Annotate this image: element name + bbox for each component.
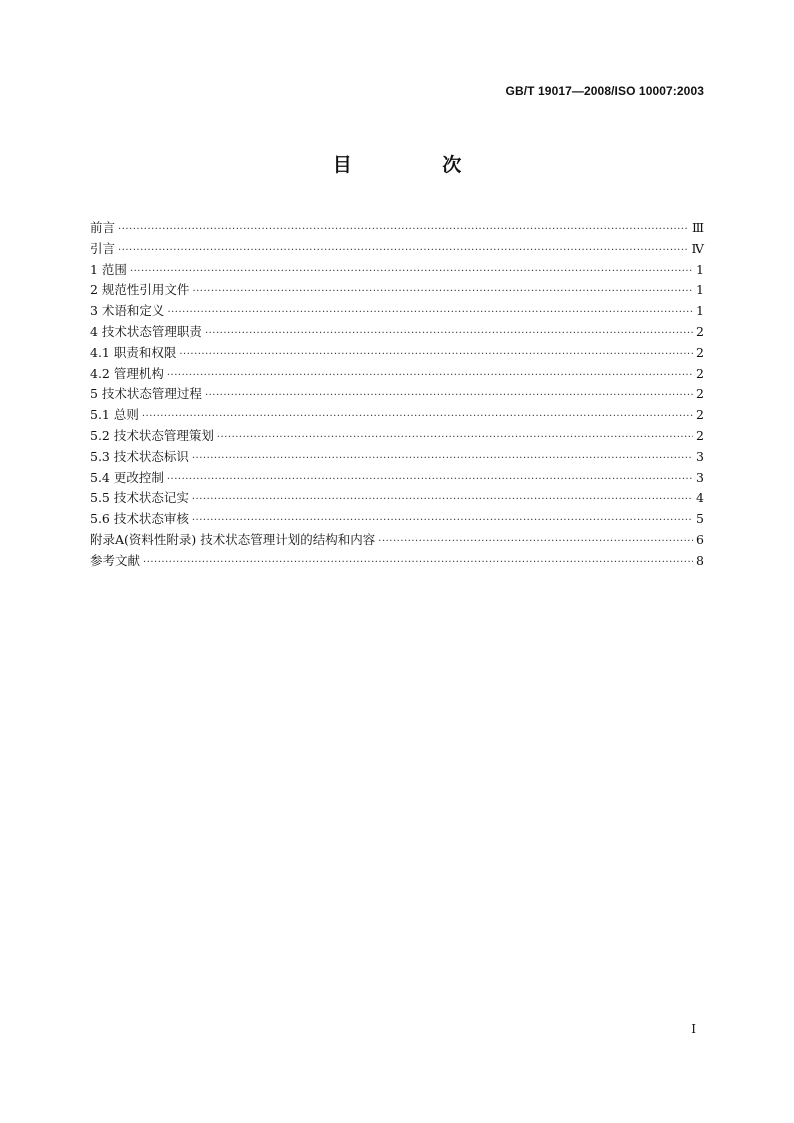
toc-entry-page: 8 [696, 552, 704, 568]
toc-dot-leader [143, 553, 693, 574]
toc-entry-label: 参考文献 [90, 552, 141, 568]
toc-title: 目 次 [332, 154, 504, 176]
toc-entry-5-4[interactable] [90, 468, 704, 489]
toc-entry-page: 3 [696, 469, 704, 485]
toc-entry-page: Ⅲ [691, 220, 704, 235]
toc-dot-leader [205, 386, 693, 407]
toc-entry-page: 2 [696, 365, 704, 381]
toc-entry-label: 4.2 管理机构 [90, 365, 164, 381]
toc-entry-label: 5.4 更改控制 [90, 469, 164, 485]
toc-entry-label: 4 技术状态管理职责 [90, 323, 202, 339]
toc-entry-page: 4 [696, 490, 704, 506]
toc-entry-label: 4.1 职责和权限 [90, 344, 177, 360]
toc-entry-page: 5 [696, 511, 704, 527]
toc-entry-bibliography[interactable] [90, 551, 704, 572]
toc-dot-leader [167, 470, 693, 491]
toc-entry-page: 1 [696, 261, 704, 277]
toc-dot-leader [142, 407, 693, 428]
toc-dot-leader [192, 490, 693, 511]
toc-entry-label: 1 范围 [90, 261, 127, 277]
toc-entry-label: 前言 [90, 220, 116, 235]
toc-dot-leader [192, 449, 693, 470]
toc-dot-leader [192, 511, 693, 532]
page-number: Ⅰ [691, 1022, 696, 1036]
toc-entry-label: 5.6 技术状态审核 [90, 511, 189, 527]
toc-entry-5-1[interactable] [90, 405, 704, 426]
toc-dot-leader [205, 324, 693, 345]
toc-entry-introduction[interactable] [90, 239, 704, 260]
toc-dot-leader [378, 532, 693, 553]
toc-dot-leader [130, 262, 693, 283]
toc-entry-label: 引言 [90, 240, 116, 256]
toc-entry-label: 5.3 技术状态标识 [90, 448, 189, 464]
toc-dot-leader [217, 428, 693, 449]
toc-entry-page: 2 [696, 323, 704, 339]
toc-entry-label: 5.5 技术状态记实 [90, 490, 189, 506]
toc-entry-3[interactable] [90, 301, 704, 322]
toc-entry-label: 2 规范性引用文件 [90, 282, 190, 298]
toc-dot-leader [118, 220, 689, 241]
standard-number: GB/T 19017—2008/ISO 10007:2003 [505, 84, 704, 98]
table-of-contents [90, 218, 704, 572]
toc-entry-label: 5.1 总则 [90, 407, 139, 423]
toc-entry-page: 2 [696, 407, 704, 423]
toc-dot-leader [192, 282, 693, 303]
toc-dot-leader [118, 241, 688, 262]
toc-entry-page: 2 [696, 427, 704, 443]
toc-entry-label: 3 术语和定义 [90, 303, 165, 319]
toc-entry-label: 5 技术状态管理过程 [90, 386, 202, 402]
toc-entry-4-1[interactable] [90, 343, 704, 364]
toc-entry-4[interactable] [90, 322, 704, 343]
toc-entry-page: 2 [696, 386, 704, 402]
toc-entry-page: Ⅳ [691, 240, 704, 256]
toc-entry-5-6[interactable] [90, 509, 704, 530]
toc-entry-page: 6 [696, 531, 704, 547]
toc-entry-label: 5.2 技术状态管理策划 [90, 427, 214, 443]
toc-entry-foreword[interactable] [90, 218, 704, 239]
toc-entry-page: 2 [696, 344, 704, 360]
toc-entry-5[interactable] [90, 384, 704, 405]
toc-entry-4-2[interactable] [90, 364, 704, 385]
toc-entry-annex-a[interactable] [90, 530, 704, 551]
toc-entry-page: 3 [696, 448, 704, 464]
toc-entry-1[interactable] [90, 260, 704, 281]
toc-dot-leader [167, 366, 693, 387]
toc-entry-page: 1 [696, 282, 704, 298]
toc-dot-leader [167, 303, 693, 324]
toc-entry-5-3[interactable] [90, 447, 704, 468]
toc-entry-5-2[interactable] [90, 426, 704, 447]
toc-entry-label: 附录A(资料性附录) 技术状态管理计划的结构和内容 [90, 531, 376, 547]
toc-entry-2[interactable] [90, 280, 704, 301]
toc-entry-5-5[interactable] [90, 488, 704, 509]
toc-entry-page: 1 [696, 303, 704, 319]
toc-dot-leader [179, 345, 693, 366]
